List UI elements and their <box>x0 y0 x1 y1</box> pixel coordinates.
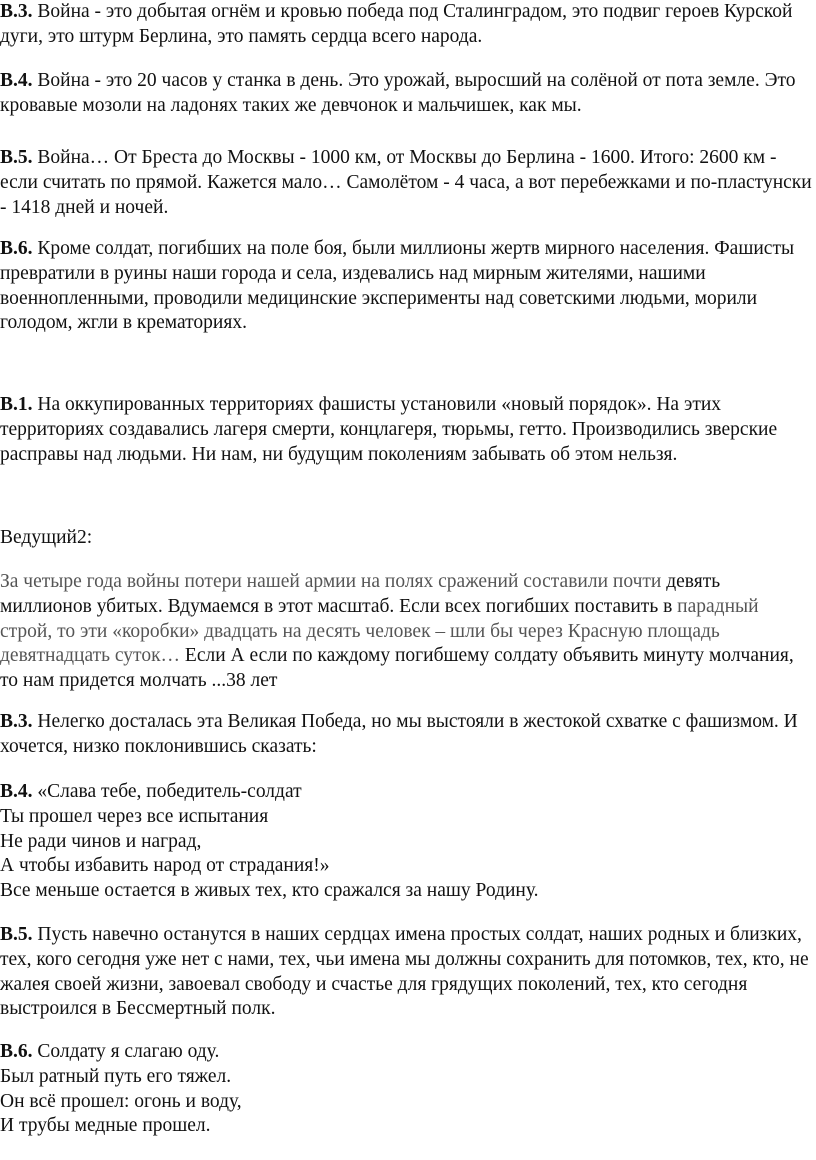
paragraph-text: На оккупированных территориях фашисты установили «новый порядок». На этих территориях создавались лагеря смерти, концлагеря, тюрьмы, гетто. Производились зверские расправы над людьми. Ни нам, ни будущим поколениям забывать об этом нельзя. <box>0 394 778 465</box>
paragraph-v5 <box>0 146 814 220</box>
paragraph-text: Война - это 20 часов у станка в день. Это урожай, выросший на солёной от пота земле. Это кровавые мозоли на ладонях таких же девчонок и мальчишек, как мы. <box>0 70 796 116</box>
losses-text-part-1: За четыре года войны потери нашей армии на полях сражений составили почти <box>0 571 667 592</box>
poem-line: Он всё прошел: огонь и воду, <box>0 1090 242 1112</box>
paragraph-v6 <box>0 237 814 336</box>
speaker-label: В.4. <box>0 781 33 802</box>
poem-line: А чтобы избавить народ от страдания!» <box>0 855 330 877</box>
speaker-heading: Ведущий2: <box>0 527 93 548</box>
poem-line: В.6. Солдату я слагаю оду. <box>0 1041 220 1062</box>
speaker-label: В.5. <box>0 924 33 945</box>
speaker-label: В.1. <box>0 394 33 415</box>
paragraph-v5-second <box>0 923 814 1022</box>
paragraph-v3-second <box>0 710 814 760</box>
losses-text-part-2: девять миллионов убитых. Вдумаемся в этот масштаб. Если всех погибших поставить в <box>0 571 721 617</box>
poem-v6 <box>0 1040 814 1139</box>
poem-line: В.4. «Слава тебе, победитель-солдат <box>0 781 302 802</box>
losses-paragraph <box>0 570 814 694</box>
speaker-label: В.3. <box>0 1 33 22</box>
paragraph-text: Война… От Бреста до Москвы - 1000 км, от Москвы до Берлина - 1600. Итого: 2600 км - если считать по прямой. Кажется мало… Самолётом - 4 часа, а вот перебежками и по-пластунски - 1418 дней и ночей. <box>0 147 812 218</box>
speaker-label: В.5. <box>0 147 33 168</box>
losses-text-part-3: парадный строй, то эти «коробки» двадцать на десять человек – шли бы через Красную площадь девятнадцать суток… <box>0 595 759 667</box>
paragraph-text: Нелегко досталась эта Великая Победа, но мы выстояли в жестокой схватке с фашизмом. И хочется, низко поклонившись сказать: <box>0 711 798 757</box>
paragraph-text: Кроме солдат, погибших на поле боя, были миллионы жертв мирного населения. Фашисты превратили в руины наши города и села, издевались над мирным жителями, нашими военнопленными, проводили медицинские эксперименты над советскими людьми, морили голодом, жгли в крематориях. <box>0 238 795 334</box>
losses-text-part-4: Если А если по каждому погибшему солдату объявить минуту молчания, то нам придется молчать ...38 лет <box>0 645 794 692</box>
poem-line: Был ратный путь его тяжел. <box>0 1065 232 1087</box>
paragraph-v4 <box>0 69 814 119</box>
speaker-label: В.4. <box>0 70 33 91</box>
poem-line: Ты прошел через все испытания <box>0 805 269 827</box>
poem-line: Не ради чинов и наград, <box>0 830 202 852</box>
paragraph-v3 <box>0 0 814 50</box>
speaker-label: В.6. <box>0 1041 33 1062</box>
poem-line: И трубы медные прошел. <box>0 1115 211 1137</box>
paragraph-text: Война - это добытая огнём и кровью победа под Сталинградом, это подвиг героев Курской дуги, это штурм Берлина, это память сердца всего народа. <box>0 1 793 47</box>
paragraph-text: Пусть навечно останутся в наших сердцах имена простых солдат, наших родных и близких, тех, кого сегодня уже нет с нами, тех, чьи имена мы должны сохранить для потомков, тех, кто, не жалея своей жизни, завоевал свободу и счастье для грядущих поколений, тех, кто сегодня выстроился в Бессмертный полк. <box>0 924 809 1020</box>
speaker-label: В.6. <box>0 238 33 259</box>
poem-line: Все меньше остается в живых тех, кто сражался за нашу Родину. <box>0 880 539 902</box>
poem-v4 <box>0 780 814 904</box>
paragraph-v1 <box>0 393 814 467</box>
speaker-label: В.3. <box>0 711 33 732</box>
